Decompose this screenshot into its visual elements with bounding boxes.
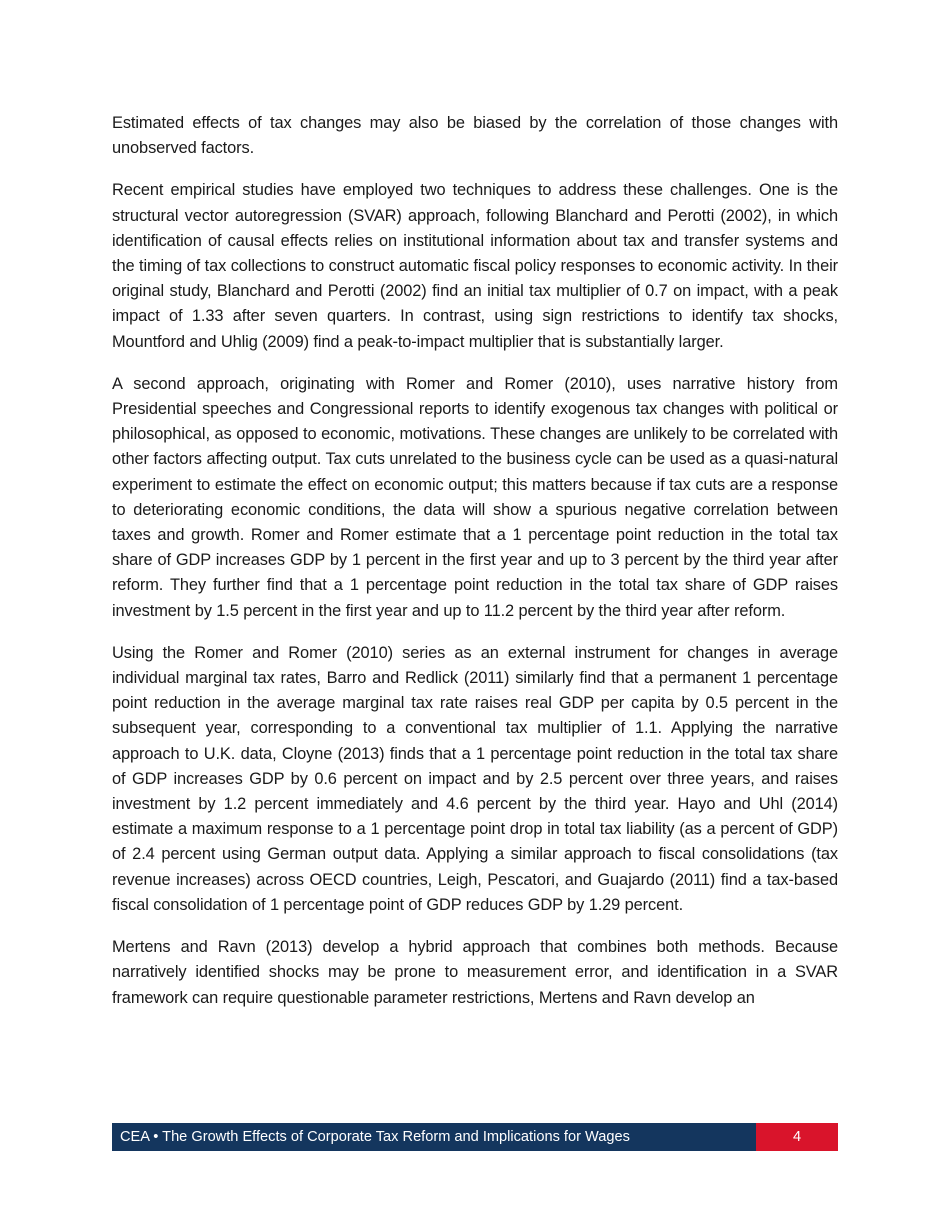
paragraph-4: Using the Romer and Romer (2010) series as an external instrument for changes in average individual marginal tax rates, Barro and Redlick (2011) similarly find that a permanent 1 percentage point reduction in the average marginal tax rate raises real GDP per capita by 0.5 percent in the subsequent year, corresponding to a conventional tax multiplier of 1.1. Applying the narrative approach to U.K. data, Cloyne (2013) finds that a 1 percentage point reduction in the total tax share of GDP increases GDP by 0.6 percent on impact and by 2.5 percent over three years, and raises investment by 1.2 percent immediately and 4.6 percent by the third year. Hayo and Uhl (2014) estimate a maximum response to a 1 percentage point drop in total tax liability (as a percent of GDP) of 2.4 percent using German output data. Applying a similar approach to fiscal consolidations (tax revenue increases) across OECD countries, Leigh, Pescatori, and Guajardo (2011) find a tax-based fiscal consolidation of 1 percentage point of GDP reduces GDP by 1.29 percent. <box>112 643 838 914</box>
page-body <box>112 111 838 1028</box>
paragraph-2: Recent empirical studies have employed two techniques to address these challenges. One is the structural vector autoregression (SVAR) approach, following Blanchard and Perotti (2002), in which identification of causal effects relies on institutional information about tax and transfer systems and the timing of tax collections to construct automatic fiscal policy responses to economic activity. In their original study, Blanchard and Perotti (2002) find an initial tax multiplier of 0.7 on impact, with a peak impact of 1.33 after seven quarters. In contrast, using sign restrictions to identify tax shocks, Mountford and Uhlig (2009) find a peak-to-impact multiplier that is substantially larger. <box>112 181 838 351</box>
page-footer <box>112 1123 838 1151</box>
footer-title: CEA • The Growth Effects of Corporate Tax Reform and Implications for Wages <box>112 1123 756 1151</box>
paragraph-5: Mertens and Ravn (2013) develop a hybrid approach that combines both methods. Because narratively identified shocks may be prone to measurement error, and identification in a SVAR framework can require questionable parameter restrictions, Mertens and Ravn develop an <box>112 938 838 1007</box>
page-number: 4 <box>756 1123 838 1151</box>
paragraph-3: A second approach, originating with Romer and Romer (2010), uses narrative history from Presidential speeches and Congressional reports to identify exogenous tax changes with political or philosophical, as opposed to economic, motivations. These changes are unlikely to be correlated with other factors affecting output. Tax cuts unrelated to the business cycle can be used as a quasi-natural experiment to estimate the effect on economic output; this matters because if tax cuts are a response to deteriorating economic conditions, the data will show a spurious negative correlation between taxes and growth. Romer and Romer estimate that a 1 percentage point reduction in the total tax share of GDP increases GDP by 1 percent in the first year and up to 3 percent by the third year after reform. They further find that a 1 percentage point reduction in the total tax share of GDP raises investment by 1.5 percent in the first year and up to 11.2 percent by the third year after reform. <box>112 374 838 620</box>
paragraph-1: Estimated effects of tax changes may also be biased by the correlation of those changes with unobserved factors. <box>112 114 838 158</box>
